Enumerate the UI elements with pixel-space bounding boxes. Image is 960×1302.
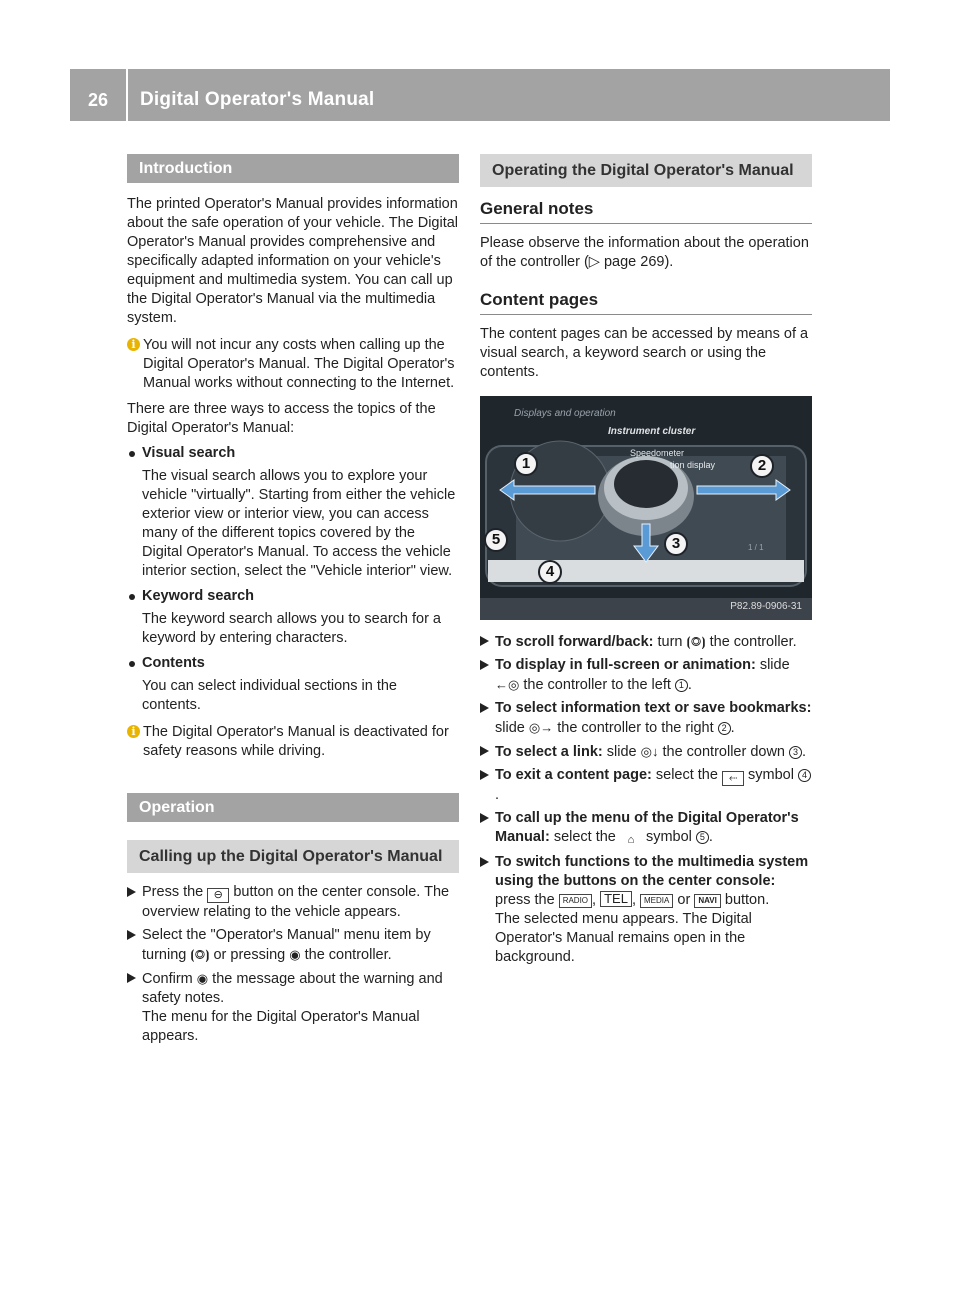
step-arrow-icon — [127, 973, 136, 983]
figure-menu-item: tion display — [670, 460, 716, 470]
subheading-general-notes: General notes — [480, 199, 812, 224]
info-note — [127, 723, 459, 761]
step-result: The selected menu appears. The Digital Operator's Manual remains open in the background. — [495, 911, 752, 965]
list-item — [127, 654, 459, 673]
general-notes-text: Please observe the information about the operation of the controller (▷ page 269). — [480, 235, 809, 270]
section-heading-introduction: Introduction — [127, 154, 459, 183]
instruction-step: To display in full-screen or animation: slide ←◎ the controller to the left 1 . — [480, 656, 812, 695]
instruction-step: To switch functions to the multimedia system using the buttons on the center console: press the RADIO , TEL , MEDIA or NAVI button. The selected menu appears. The Digital Operator's Manual remains open in the background. — [480, 853, 812, 967]
step-arrow-icon — [480, 770, 489, 780]
instruction-step: To select information text or save bookmarks: slide ◎→ the controller to the right 2 . — [480, 699, 812, 738]
info-icon: i — [127, 338, 140, 351]
controller-slide-down-icon: ◎↓ — [640, 744, 659, 759]
bullet-icon — [129, 594, 135, 600]
callout-5: 5 — [484, 528, 508, 552]
step-arrow-icon — [480, 636, 489, 646]
instruction-step: Press the ⊖ button on the center console. The overview relating to the vehicle appears. — [127, 883, 459, 922]
figure-page-indicator: 1 / 1 — [748, 543, 764, 552]
header-divider — [126, 69, 128, 121]
callout-3: 3 — [664, 532, 688, 556]
reference-number: 5 — [696, 831, 709, 844]
step-arrow-icon — [127, 887, 136, 897]
instruction-step: To scroll forward/back: turn ⦗◎⦘ the controller. — [480, 632, 812, 652]
page-number: 26 — [87, 90, 109, 110]
navi-key-icon: NAVI — [694, 894, 721, 908]
instruction-step: Confirm ◉ the message about the warning and safety notes. The menu for the Digital Operator's Manual appears. — [127, 969, 459, 1046]
bullet-icon — [129, 661, 135, 667]
instruction-step: To call up the menu of the Digital Operator's Manual: select the ⌂ symbol 5 . — [480, 809, 812, 849]
back-icon: ⬸ — [722, 771, 744, 786]
step-arrow-icon — [480, 813, 489, 823]
instruction-step: To select a link: slide ◎↓ the controller down 3 . — [480, 742, 812, 762]
info-note-text: You will not incur any costs when calling up the Digital Operator's Manual. The Digital Operator's Manual works without connecting to the Internet. — [143, 337, 455, 391]
callout-2: 2 — [750, 454, 774, 478]
callout-1: 1 — [514, 452, 538, 476]
reference-number: 2 — [718, 722, 731, 735]
controller-turn-icon: ⦗◎⦘ — [190, 947, 210, 962]
step-arrow-icon — [127, 930, 136, 940]
list-item-text: The visual search allows you to explore your vehicle "virtually". Starting from either the vehicle exterior view or interior view, you can access many of the different topics covered by the Digital Operator's Manual. To access the vehicle interior section, select the "Vehicle interior" view. — [142, 468, 456, 579]
page-title: Digital Operator's Manual — [140, 89, 375, 110]
reference-number: 4 — [798, 769, 811, 782]
figure-caption: P82.89-0906-31 — [730, 601, 802, 612]
list-item-text: The keyword search allows you to search for a keyword by entering characters. — [142, 611, 441, 646]
controller-slide-left-icon: ←◎ — [495, 677, 520, 692]
controller-press-icon: ◉ — [289, 947, 301, 962]
reference-number: 1 — [675, 679, 688, 692]
figure-menu-item: Speedometer — [630, 448, 685, 458]
section-heading-operating: Operating the Digital Operator's Manual — [480, 154, 812, 187]
info-note-text: The Digital Operator's Manual is deactivated for safety reasons while driving. — [143, 724, 449, 759]
figure-title: Displays and operation — [514, 408, 616, 419]
home-icon: ⌂ — [627, 834, 635, 846]
step-arrow-icon — [480, 703, 489, 713]
controller-turn-icon: ⦗◎⦘ — [686, 634, 706, 649]
step-arrow-icon — [480, 660, 489, 670]
figure-subtitle: Instrument cluster — [608, 426, 696, 437]
right-column — [480, 154, 812, 967]
step-arrow-icon — [480, 746, 489, 756]
list-item-text: You can select individual sections in the contents. — [142, 678, 397, 713]
list-item — [127, 587, 459, 606]
section-heading-operation: Operation — [127, 793, 459, 822]
media-key-icon: MEDIA — [640, 894, 673, 908]
content-pages-text: The content pages can be accessed by means of a visual search, a keyword search or using the contents. — [480, 326, 809, 380]
ways-intro: There are three ways to access the topics of the Digital Operator's Manual: — [127, 401, 436, 436]
list-item-title: Keyword search — [142, 588, 255, 604]
info-note — [127, 336, 459, 393]
tel-key-icon: TEL — [600, 891, 632, 907]
figure-controller-illustration — [480, 396, 812, 620]
bullet-icon — [129, 451, 135, 457]
list-item-title: Contents — [142, 655, 205, 671]
reference-number: 3 — [789, 746, 802, 759]
info-icon: i — [127, 725, 140, 738]
left-column — [127, 154, 459, 1046]
radio-key-icon: RADIO — [559, 894, 592, 908]
step-result: The menu for the Digital Operator's Manual appears. — [142, 1009, 420, 1044]
callout-4: 4 — [538, 560, 562, 584]
subsection-heading: Calling up the Digital Operator's Manual — [127, 840, 459, 873]
controller-press-icon: ◉ — [196, 971, 209, 986]
controller-slide-right-icon: ◎→ — [528, 720, 554, 735]
instruction-step: Select the "Operator's Manual" menu item by turning ⦗◎⦘ or pressing ◉ the controller. — [127, 926, 459, 965]
list-item — [127, 444, 459, 463]
list-item-title: Visual search — [142, 445, 236, 461]
intro-paragraph: The printed Operator's Manual provides information about the safe operation of your vehicle. The Digital Operator's Manual provides comprehensive and specifically adapted information on your vehicle's equipment and multimedia system. You can call up the Digital Operator's Manual via the multimedia system. — [127, 196, 459, 326]
subheading-content-pages: Content pages — [480, 290, 812, 315]
step-arrow-icon — [480, 857, 489, 867]
instruction-step: To exit a content page: select the ⬸ symbol 4. — [480, 766, 812, 805]
vehicle-button-icon: ⊖ — [207, 888, 229, 903]
